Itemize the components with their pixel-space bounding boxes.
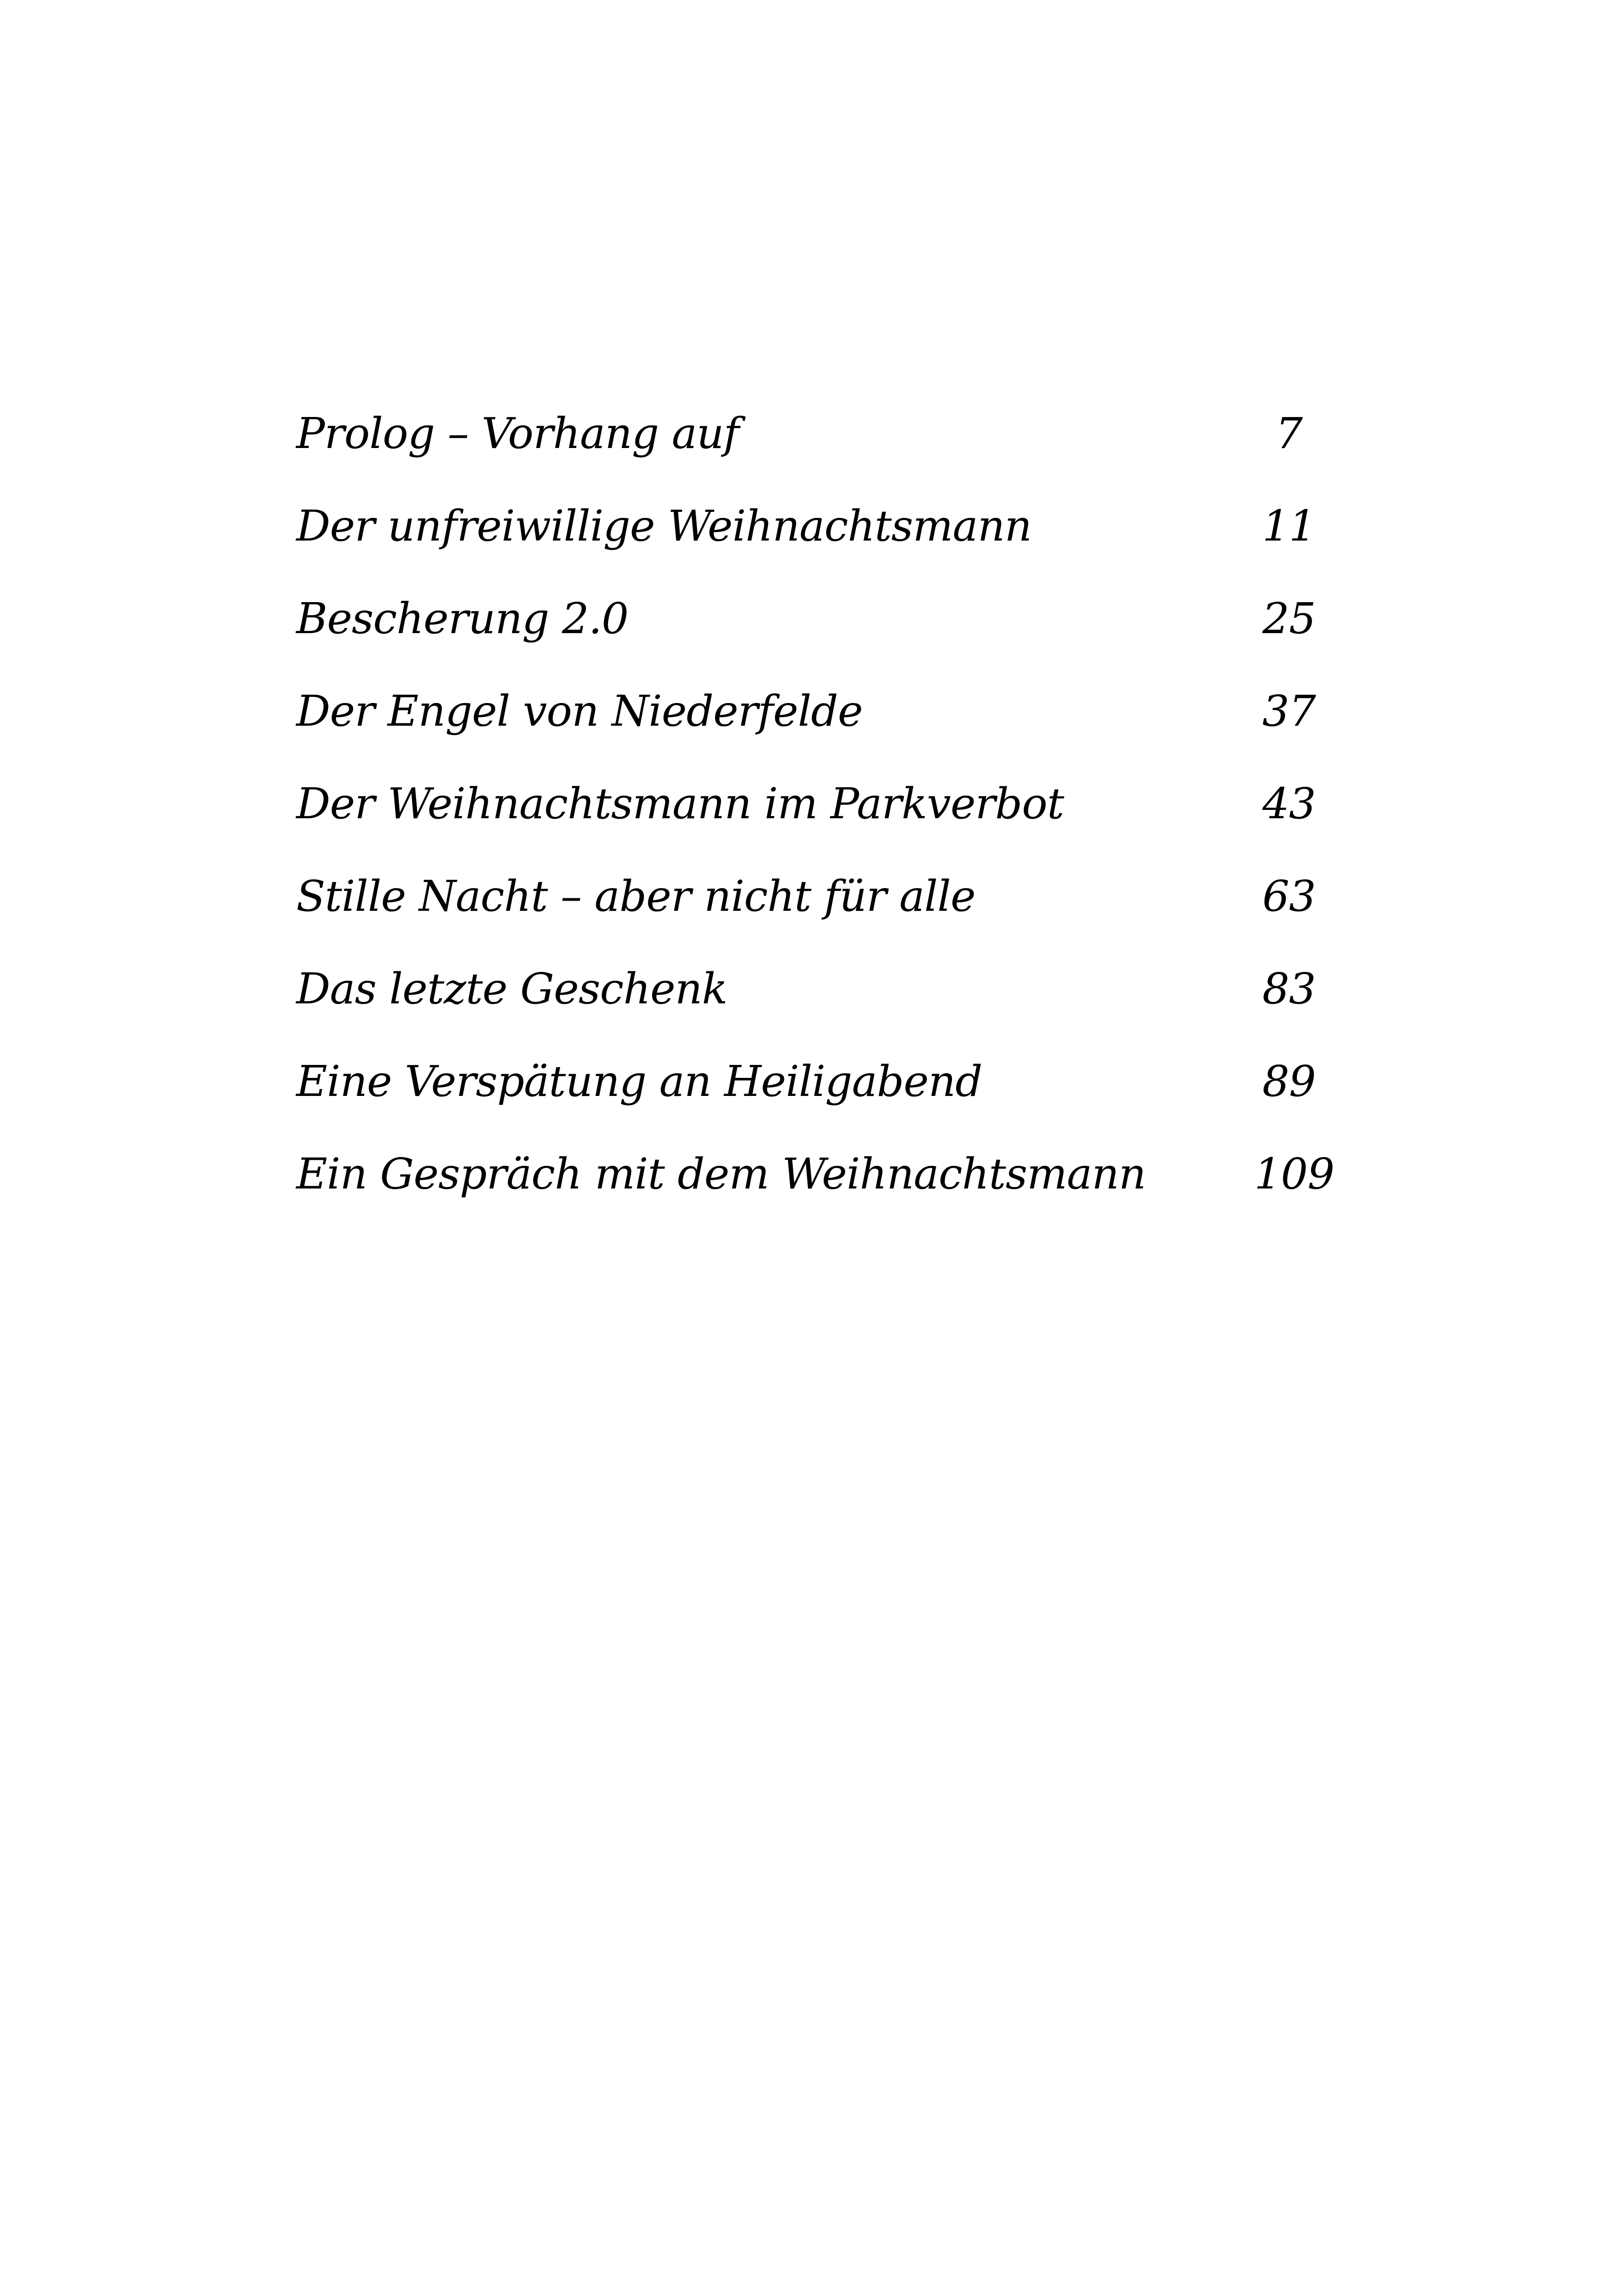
toc-entry-page-number: 109 — [1254, 1149, 1334, 1199]
toc-entry-page-number: 7 — [1276, 409, 1302, 458]
toc-entry[interactable] — [296, 399, 1324, 492]
toc-entry-title: Der Weihnachtsmann im Parkverbot — [296, 779, 1064, 828]
toc-entry-page-number: 37 — [1262, 686, 1316, 736]
toc-entry-title: Ein Gespräch mit dem Weihnachtsmann — [296, 1149, 1146, 1199]
toc-entry[interactable] — [296, 1139, 1334, 1232]
toc-entry[interactable] — [296, 1047, 1324, 1139]
toc-entry-page-number: 89 — [1262, 1057, 1316, 1106]
toc-entry-title: Das letzte Geschenk — [296, 964, 728, 1014]
toc-entry-title: Eine Verspätung an Heiligabend — [296, 1057, 983, 1106]
toc-entry-title: Der unfreiwillige Weihnachtsmann — [296, 501, 1032, 551]
toc-entry[interactable] — [296, 677, 1324, 769]
table-of-contents — [296, 399, 1334, 1232]
toc-entry-title: Stille Nacht – aber nicht für alle — [296, 871, 976, 921]
toc-entry-page-number: 63 — [1262, 871, 1316, 921]
toc-entry[interactable] — [296, 862, 1324, 954]
toc-entry-title: Der Engel von Niederfelde — [296, 686, 863, 736]
toc-entry[interactable] — [296, 769, 1324, 862]
toc-entry[interactable] — [296, 492, 1324, 584]
toc-entry-page-number: 11 — [1262, 501, 1316, 551]
toc-entry-title: Bescherung 2.0 — [296, 594, 629, 643]
toc-entry-page-number: 25 — [1262, 594, 1316, 643]
toc-entry[interactable] — [296, 584, 1324, 677]
toc-entry[interactable] — [296, 954, 1324, 1047]
toc-entry-page-number: 83 — [1262, 964, 1316, 1014]
toc-entry-page-number: 43 — [1262, 779, 1316, 828]
toc-entry-title: Prolog – Vorhang auf — [296, 409, 739, 458]
